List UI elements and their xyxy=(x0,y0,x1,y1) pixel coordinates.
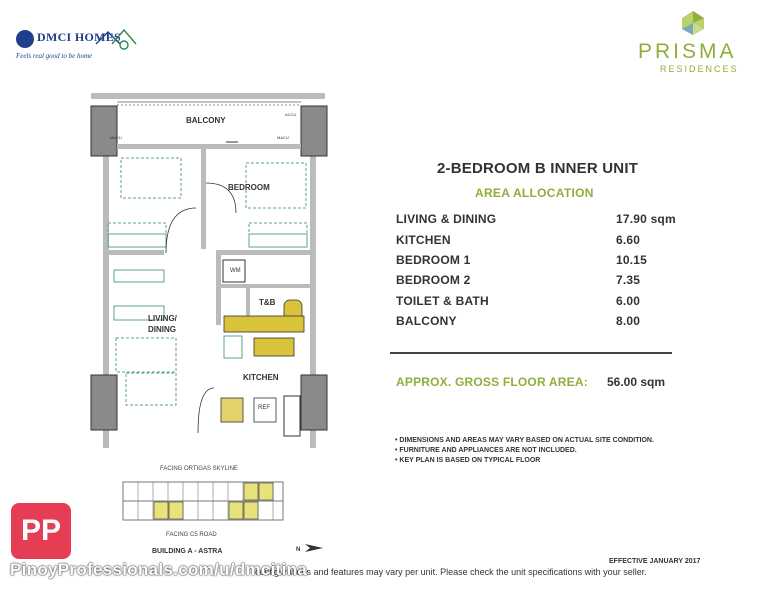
project-subname: RESIDENCES xyxy=(660,64,739,74)
keyplan-top-label: FACING ORTIGAS SKYLINE xyxy=(160,466,238,472)
section-divider xyxy=(390,352,672,354)
macu-left-label: MACU xyxy=(110,135,122,140)
prisma-residences-logo xyxy=(630,10,760,75)
column xyxy=(91,106,117,156)
developer-name: DMCI HOMES xyxy=(37,30,121,44)
ref-label: REF xyxy=(258,405,270,411)
area-value: 8.00 xyxy=(616,314,641,328)
keyplan-caption: BUILDING A - ASTRA xyxy=(152,548,223,555)
column xyxy=(301,106,327,156)
area-label: LIVING & DINING xyxy=(396,212,497,226)
north-arrow-icon xyxy=(305,542,325,552)
kitchen-label: KITCHEN xyxy=(243,373,279,382)
column xyxy=(91,375,117,430)
note-keyplan: • KEY PLAN IS BASED ON TYPICAL FLOOR xyxy=(395,457,541,464)
gross-floor-area-value: 56.00 sqm xyxy=(607,375,666,389)
area-label: BEDROOM 2 xyxy=(396,273,471,287)
balcony-label: BALCONY xyxy=(186,116,226,125)
prisma-gem-icon xyxy=(680,10,706,36)
area-value: 10.15 xyxy=(616,253,648,267)
watermark-text: PinoyProfessionals.com/u/dmcitina xyxy=(10,560,308,579)
area-value: 6.60 xyxy=(616,233,641,247)
dmci-house-icon xyxy=(94,26,138,52)
north-label: N xyxy=(296,547,301,553)
project-name: PRISMA xyxy=(638,40,737,63)
macu-right-label: MACU xyxy=(277,135,289,140)
note-furniture: • FURNITURE AND APPLIANCES ARE NOT INCLUDED. xyxy=(395,447,577,454)
column xyxy=(301,375,327,430)
living-label-line1: LIVING/ xyxy=(148,314,177,323)
wm-label: WM xyxy=(230,268,241,274)
unit-title: 2-BEDROOM B INNER UNIT xyxy=(437,160,639,177)
bedroom-label: BEDROOM xyxy=(228,183,270,192)
living-label-line2: DINING xyxy=(148,325,176,334)
gross-floor-area-label: APPROX. GROSS FLOOR AREA: xyxy=(396,375,588,389)
area-label: BALCONY xyxy=(396,314,457,328)
dmci-homes-logo xyxy=(16,26,136,66)
dmci-globe-icon xyxy=(16,30,34,48)
area-label: BEDROOM 1 xyxy=(396,253,471,267)
area-allocation-heading: AREA ALLOCATION xyxy=(475,186,594,200)
footer-disclaimer: configurations and features may vary per unit. Please check the unit specifications with your seller. xyxy=(255,567,647,577)
floor-plan xyxy=(86,88,332,460)
accu-label: ACCU xyxy=(285,112,297,117)
effective-date: EFFECTIVE JANUARY 2017 xyxy=(609,558,701,565)
note-dimensions: • DIMENSIONS AND AREAS MAY VARY BASED ON ACTUAL SITE CONDITION. xyxy=(395,437,654,444)
area-value: 17.90 sqm xyxy=(616,212,676,226)
area-value: 7.35 xyxy=(616,273,641,287)
key-plan xyxy=(118,472,288,530)
tb-label: T&B xyxy=(259,298,276,307)
area-label: KITCHEN xyxy=(396,233,451,247)
north-indicator xyxy=(296,538,325,556)
developer-tagline: Feels real good to be home xyxy=(16,52,93,60)
area-label: TOILET & BATH xyxy=(396,294,489,308)
pp-badge-logo: PP xyxy=(11,503,71,559)
keyplan-bottom-label: FACING C5 ROAD xyxy=(166,532,217,538)
area-value: 6.00 xyxy=(616,294,641,308)
